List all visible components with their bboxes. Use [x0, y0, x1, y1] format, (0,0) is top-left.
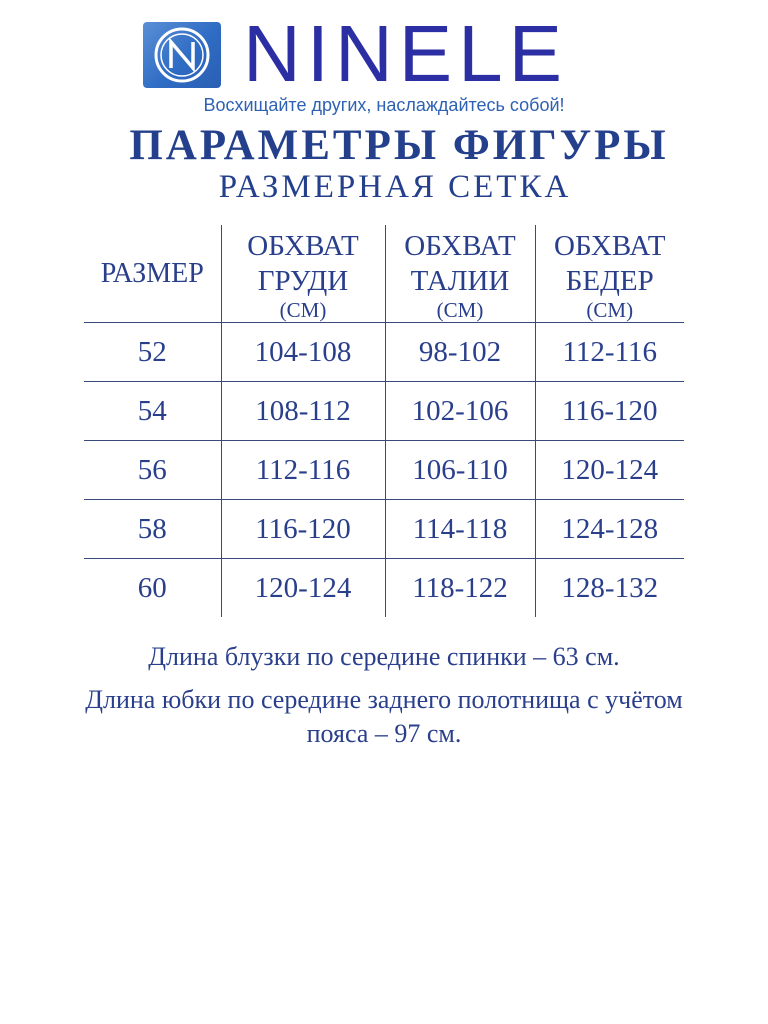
cell-size: 52 [84, 323, 221, 382]
header-waist [385, 225, 535, 323]
header-line: ГРУДИ [257, 265, 349, 297]
header-size: РАЗМЕР [84, 225, 221, 323]
cell-chest: 104-108 [221, 323, 385, 382]
brand-header [143, 9, 643, 98]
header-unit: (СМ) [436, 298, 484, 322]
cell-chest: 112-116 [221, 441, 385, 500]
ninele-logo-icon [143, 22, 221, 88]
cell-waist: 106-110 [385, 441, 535, 500]
header-unit: (СМ) [586, 298, 634, 322]
header-line: ОБХВАТ [404, 230, 516, 262]
header-line: ТАЛИИ [410, 265, 510, 297]
cell-hips: 120-124 [535, 441, 684, 500]
cell-hips: 116-120 [535, 382, 684, 441]
page-subtitle: РАЗМЕРНАЯ СЕТКА [218, 169, 572, 205]
table-row [84, 559, 684, 618]
cell-hips: 112-116 [535, 323, 684, 382]
page-title: ПАРАМЕТРЫ ФИГУРЫ [129, 122, 669, 169]
cell-waist: 102-106 [385, 382, 535, 441]
cell-size: 58 [84, 500, 221, 559]
table-row [84, 441, 684, 500]
header-hips [535, 225, 684, 323]
header-line: ОБХВАТ [247, 230, 359, 262]
header-chest [221, 225, 385, 323]
table-row [84, 500, 684, 559]
table-row [84, 323, 684, 382]
cell-waist: 118-122 [385, 559, 535, 618]
cell-waist: 98-102 [385, 323, 535, 382]
blouse-length-note: Длина блузки по середине спинки – 63 см. [148, 642, 620, 671]
cell-chest: 116-120 [221, 500, 385, 559]
cell-size: 60 [137, 571, 167, 604]
size-table [84, 225, 684, 617]
cell-hips: 128-132 [535, 559, 684, 618]
table-row [84, 382, 684, 441]
brand-name: NINELE [243, 9, 568, 98]
header-line: ОБХВАТ [554, 230, 666, 262]
slogan: Восхищайте других, наслаждайтесь собой! [203, 95, 565, 115]
header-unit: (СМ) [279, 298, 327, 322]
cell-waist: 114-118 [385, 500, 535, 559]
cell-size: 54 [84, 382, 221, 441]
table-header-row [84, 225, 684, 323]
header-line: БЕДЕР [565, 265, 654, 297]
skirt-length-note: Длина юбки по середине заднего полотнища с учётом пояса – 97 см. [85, 685, 683, 748]
cell-hips: 124-128 [535, 500, 684, 559]
cell-size: 56 [84, 441, 221, 500]
cell-chest: 120-124 [221, 559, 385, 618]
cell-chest: 108-112 [221, 382, 385, 441]
